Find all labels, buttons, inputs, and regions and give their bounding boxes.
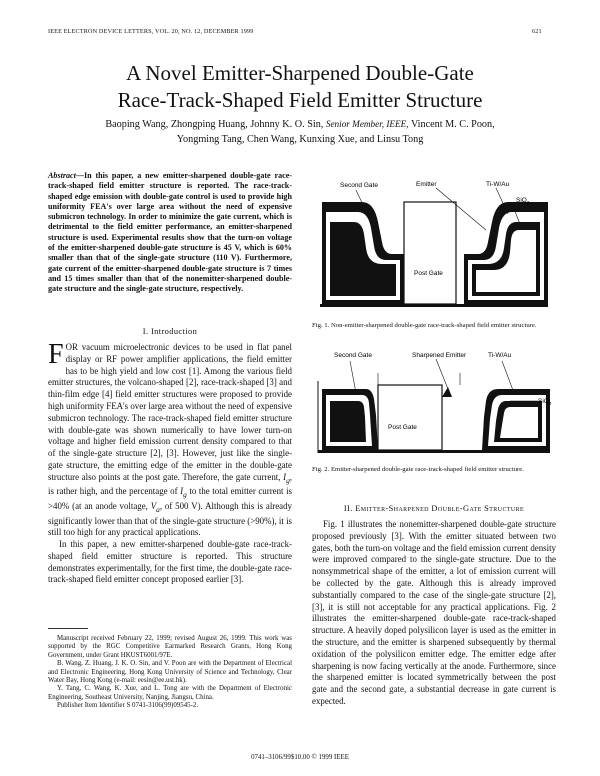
intro-paragraph-1 <box>48 339 292 539</box>
abstract-text: In this paper, a new emitter-sharpened double-gate race-track-shaped field emitter structure is reported. The race-track-shaped edge emission with double-gate control is used to provide high uniformity FEA's over large area without the need of expensive submicron technology. In order to minimize the gate current, which is detrimental to the field emitter performance, an emitter-sharpened structure is used. Experimental results show that the turn-on voltage of the emitter-sharpened double-gate structure is 45 V, which is 60% smaller than that of the single-gate structure (110 V). Furthermore, gate current of the emitter-sharpened double-gate structure is 7 times and 15 times smaller than that of the nonemitter-sharpened double-gate structure and the single-gate structure, respectively. <box>48 171 292 294</box>
fig2-label-tiwau: Ti-W/Au <box>488 352 512 359</box>
title-line-1: A Novel Emitter-Sharpened Double-Gate <box>126 61 474 85</box>
title-line-2: Race-Track-Shaped Field Emitter Structure <box>117 88 483 112</box>
ig-symbol-2: I <box>180 486 184 497</box>
section-heading-introduction: I. Introduction <box>142 327 198 336</box>
introduction-body <box>48 339 292 586</box>
fig1-label-second-gate: Second Gate <box>340 182 378 189</box>
fig2-leader-second-gate <box>350 361 356 393</box>
section-2-paragraph-1: Fig. 1 illustrates the nonemitter-sharpened double-gate structure proposed previously [3]. With the emitter situated between two gates, both the turn-on voltage and the field emission current density were improved compared to the single-gate structure. Due to the nonsymmetrical shape of the emitter, a lot of emission current will be collected by the gate. Although this is already improved substantially compared to the case of the single-gate structure [2], [3], it is still not acceptable for any practical applications. Fig. 2 illustrates the emitter-sharpened double-gate race-track-shaped structure. A heavily doped polysilicon layer is used as the emitter in the structure, and the emitter is sharpened subsequently by thermal oxidation of the polysilicon emitter edge. The emitter edge after sharpening is now facing vertically at the anode. Furthermore, since the sharpened emitter is located symmetrically between the post gate and the second gate, a substantial decrease in gate current is expected. <box>312 519 556 706</box>
fig1-sio2-text: SiO <box>516 197 527 204</box>
author-list <box>40 117 560 147</box>
footnote-rule <box>48 628 88 629</box>
paper-title <box>0 60 600 114</box>
ig-subscript: g <box>286 475 290 485</box>
fig1-post-gate <box>404 202 456 304</box>
footnotes <box>48 635 292 711</box>
figure-2-caption: Fig. 2. Emitter-sharpened double-gate race-track-shaped field emitter structure. <box>312 466 524 473</box>
fig2-label-sharpened-emitter: Sharpened Emitter <box>412 352 467 359</box>
footnote-publisher-id: Publisher Item Identifier S 0741-3106(99)09545-2. <box>57 702 199 710</box>
footnote-manuscript: Manuscript received February 22, 1999; revised August 26, 1999. This work was supported by the RGC Competitive Earmarked Research Grants, Hong Kong Government, under Grant HKUST6001/97E. <box>48 635 292 659</box>
fig2-post-gate <box>378 385 442 450</box>
page-number: 621 <box>532 28 542 35</box>
authors-part-b: Vincent M. C. Poon, <box>410 119 495 130</box>
fig2-right-core <box>500 407 538 438</box>
fig2-sio2-sub: 2 <box>548 401 552 406</box>
section-heading-2 <box>312 503 556 515</box>
section-2-body <box>312 519 556 708</box>
fig2-sharpened-tip <box>442 387 452 397</box>
fig2-sio2-text: SiO <box>538 398 549 405</box>
fig1-label-emitter: Emitter <box>416 181 437 188</box>
intro-p1-text-d: , of 500 V). Although this is already significantly lower than that of the single-gate structure (>90%), it is still too high for any practical applications. <box>48 500 292 538</box>
fig1-label-tiwau: Ti-W/Au <box>486 181 510 188</box>
author-line-1 <box>40 117 560 132</box>
abstract-label: Abstract— <box>48 171 84 180</box>
running-header: IEEE ELECTRON DEVICE LETTERS, VOL. 20, NO. 12, DECEMBER 1999 <box>48 28 254 35</box>
fig2-left-emitter <box>330 401 366 442</box>
figure-1-diagram <box>312 172 556 322</box>
fig1-label-post-gate: Post Gate <box>414 270 443 277</box>
authors-part-a: Baoping Wang, Zhongping Huang, Johnny K. O. Sin, <box>105 119 324 130</box>
figure-2-diagram <box>312 345 556 463</box>
intro-p1-text-c: to the total emitter current is >40% (at an anode voltage, <box>48 486 292 511</box>
ig-symbol: I <box>283 471 287 482</box>
drop-cap: F <box>48 339 64 370</box>
abstract <box>48 171 292 295</box>
author-line-2: Yongming Tang, Chen Wang, Kunxing Xue, and Linsu Tong <box>176 134 424 145</box>
fig2-label-second-gate: Second Gate <box>334 352 372 359</box>
fig1-sio2-sub: 2 <box>526 200 530 205</box>
figure-1-caption: Fig. 1. Non-emitter-sharpened double-gate race-track-shaped field emitter structure. <box>312 322 537 329</box>
intro-p1-text: OR vacuum microelectronic devices to be used in flat panel display or RF power amplifier applications, the field emitter has to be high yield and low cost [1]. Among the various field emitter structures, the volcano-shaped [2], race-track-shaped [3] and thin-film edge [4] field emitter structures were proposed to provide high uniformity FEA's over large area without the need of expensive submicron technology. The race-track-shaped field emitter structure with double-gate was shown numerically to have lower turn-on voltage and higher field emission current density compared to that of the single-gate structure [2], [3]. However, just like the single-gate structure, the emitting edge of the emitter in the double-gate structure also points at the post gate. Therefore, the gate current, <box>48 342 292 482</box>
footnote-affiliation-1: B. Wang, Z. Huang, J. K. O. Sin, and V. Poon are with the Department of Electrical and Electronic Engineering, Hong Kong University of Science and Technology, Clear Water Bay, Hong Kong (e-mail: eesin@ee.ust.hk). <box>48 660 292 685</box>
va-subscript: a <box>156 504 160 514</box>
ig-subscript-2: g <box>183 490 187 500</box>
fig2-label-post-gate: Post Gate <box>388 424 417 431</box>
footnote-affiliation-2: Y. Tang, C. Wang, K. Xue, and L. Tong are with the Department of Electronic Engineering, Southeast University, Nanjing, Jiangsu, China. <box>48 685 292 701</box>
copyright-line: 0741–3106/99$10.00 © 1999 IEEE <box>251 754 349 761</box>
member-designation: Senior Member, IEEE, <box>325 119 409 129</box>
fig2-leader-tiwau <box>502 361 514 393</box>
section-2-title: II. Emitter-Sharpened Double-Gate Structure <box>343 504 525 513</box>
fig1-label-sio2 <box>516 197 530 205</box>
intro-p1-text-b: , is rather high, and the percentage of <box>48 471 292 497</box>
intro-paragraph-2: In this paper, a new emitter-sharpened double-gate race-track-shaped field emitter structure is reported. This structure demonstrates experimentally, for the first time, the double-gate race-track-shaped field emitter concept proposed earlier [3]. <box>48 539 292 585</box>
va-symbol: V <box>150 500 157 511</box>
